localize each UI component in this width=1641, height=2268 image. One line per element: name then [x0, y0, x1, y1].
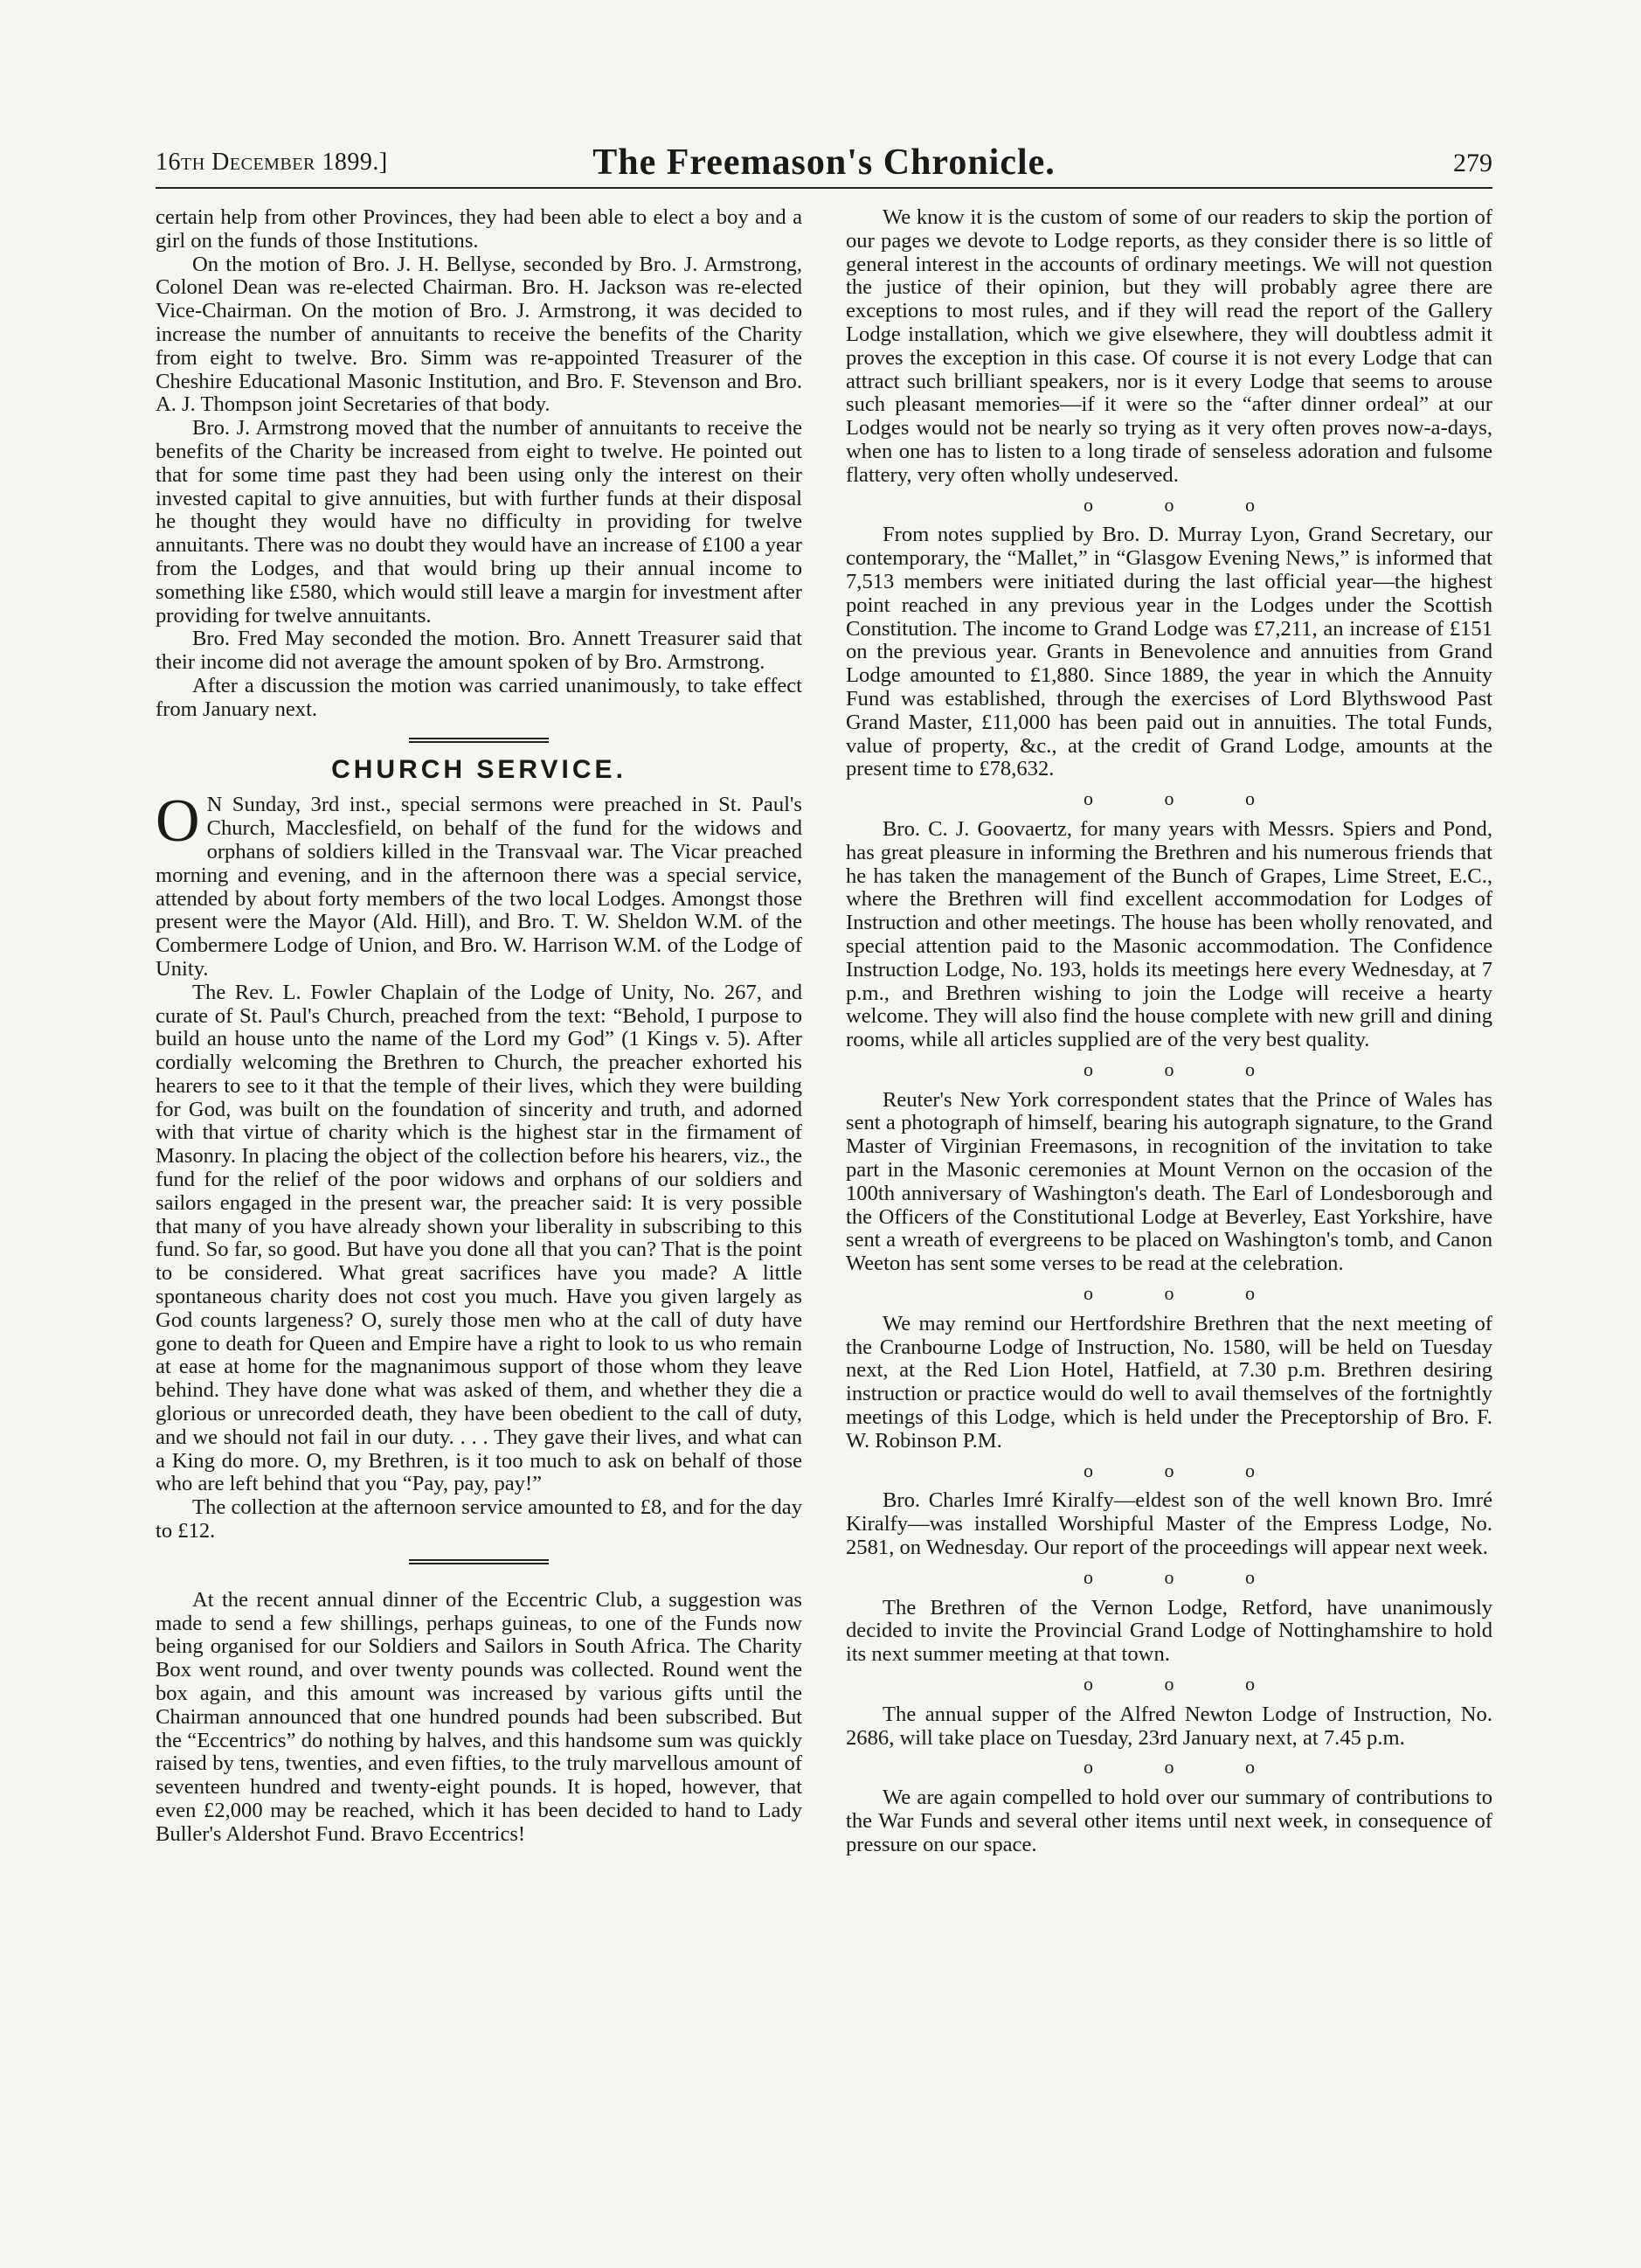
section-heading: CHURCH SERVICE. [331, 754, 627, 784]
article-paragraph: Bro. Fred May seconded the motion. Bro. Annett Treasurer said that their income did not average the amount spoken of by Bro. Armstrong. [156, 627, 802, 675]
article-paragraph: After a discussion the motion was carried unanimously, to take effect from January next. [156, 673, 802, 721]
publication-title: The Freemason's Chronicle. [592, 142, 1056, 183]
item-separator: o o o [1084, 493, 1288, 516]
news-item: The Brethren of the Vernon Lodge, Retford, have unanimously decided to invite the Provincial Grand Lodge of Nottinghamshire to hold its next summer meeting at that town. [846, 1595, 1492, 1667]
article-paragraph: certain help from other Provinces, they had been able to elect a boy and a girl on the funds of those Institutions. [156, 205, 802, 253]
page-number: 279 [1453, 149, 1492, 177]
news-item: We are again compelled to hold over our summary of contributions to the War Funds and several other items until next week, in consequence of pressure on our space. [846, 1786, 1492, 1856]
article-paragraph: The collection at the afternoon service amounted to £8, and for the day to £12. [156, 1495, 802, 1543]
item-separator: o o o [1084, 1282, 1288, 1305]
drop-cap: O [156, 787, 200, 856]
left-column [156, 206, 802, 1847]
church-lead-paragraph [156, 787, 802, 981]
right-column [846, 206, 1492, 1857]
news-item: Bro. Charles Imré Kiralfy—eldest son of the well known Bro. Imré Kiralfy—was installed Worshipful Master of the Empress Lodge, No. 2581, on Wednesday. Our report of the proceedings will appear next week. [846, 1488, 1492, 1560]
item-separator: o o o [1084, 1756, 1288, 1779]
news-item: We may remind our Hertfordshire Brethren that the next meeting of the Cranbourne Lodge of Instruction, No. 1580, will be held on Tuesday next, at the Red Lion Hotel, Hatfield, at 7.30 p.m. Brethren desiring instruction or practice would do well to avail themselves of the fortnightly meetings of this Lodge, which is held under the Preceptorship of Bro. F. W. Robinson P.M. [846, 1311, 1492, 1453]
article-paragraph: On the motion of Bro. J. H. Bellyse, seconded by Bro. J. Armstrong, Colonel Dean was re-elected Chairman. Bro. H. Jackson was re-elected Vice-Chairman. On the motion of Bro. J. Armstrong, it was decided to increase the number of annuitants to receive the benefits of the Charity from eight to twelve. Bro. Simm was re-appointed Treasurer of the Cheshire Educational Masonic Institution, and Bro. F. Stevenson and Bro. A. J. Thompson joint Secretaries of that body. [156, 252, 802, 417]
item-separator: o o o [1084, 1565, 1288, 1588]
news-item: The annual supper of the Alfred Newton Lodge of Instruction, No. 2686, will take place on Tuesday, 23rd January next, at 7.45 p.m. [846, 1702, 1492, 1750]
article-paragraph: Bro. J. Armstrong moved that the number of annuitants to receive the benefits of the Charity be increased from eight to twelve. He pointed out that for some time past they had been using only the interest on their invested capital to give annuities, but with further funds at their disposal he thought they would have no difficulty in providing for twelve annuitants. There was no doubt they would have an increase of £100 a year from the Lodges, and that would bring up their annual income to something like £580, which would still leave a margin for investment after providing for twelve annuitants. [156, 416, 802, 628]
section-divider [409, 1559, 549, 1564]
news-item: Reuter's New York correspondent states that the Prince of Wales has sent a photograph of himself, bearing his autograph signature, to the Grand Master of Virginian Freemasons, in recognition of the invitation to take part in the Masonic ceremonies at Mount Vernon on the occasion of the 100th anniversary of Washington's death. The Earl of Londesborough and the Officers of the Constitutional Lodge at Beverley, East Yorkshire, have sent a wreath of evergreens to be placed on Washington's tomb, and Canon Weeton has sent some verses to be read at the celebration. [846, 1087, 1492, 1276]
item-separator: o o o [1084, 1459, 1288, 1481]
news-item: Bro. C. J. Goovaertz, for many years with Messrs. Spiers and Pond, has great pleasure in informing the Brethren and his numerous friends that he has taken the management of the Bunch of Grapes, Lime Street, E.C., where the Brethren will find excellent accommodation for Lodges of Instruction and other meetings. The house has been wholly renovated, and special attention paid to the Masonic accommodation. The Confidence Instruction Lodge, No. 193, holds its meetings here every Wednesday, at 7 p.m., and Brethren wishing to join the Lodge will receive a hearty welcome. They will also find the house complete with new grill and dining rooms, while all articles supplied are of the very best quality. [846, 816, 1492, 1052]
item-separator: o o o [1084, 1673, 1288, 1696]
issue-date: 16th December 1899.] [156, 149, 388, 176]
item-separator: o o o [1084, 787, 1288, 810]
section-divider [409, 738, 549, 743]
item-separator: o o o [1084, 1058, 1288, 1080]
news-item: We know it is the custom of some of our readers to skip the portion of our pages we devote to Lodge reports, as they consider there is so little of general interest in the accounts of ordinary meetings. We will not question the justice of their opinion, but they will probably agree there are exceptions to most rules, and if they will read the report of the Gallery Lodge installation, which we give elsewhere, they will doubtless admit it proves the exception in this case. Of course it is not every Lodge that can attract such brilliant speakers, nor is it every Lodge that seems to arouse such pleasant memories—if it were so the “after dinner ordeal” at our Lodges would not be nearly so trying as it very often proves now-a-days, when one has to listen to a long tirade of senseless adoration and fulsome flattery, very often wholly undeserved. [846, 205, 1492, 487]
page-header [156, 142, 1492, 189]
eccentric-club-paragraph: At the recent annual dinner of the Eccentric Club, a suggestion was made to send a few shillings, perhaps guineas, to one of the Funds now being organised for our Soldiers and Sailors in South Africa. The Charity Box went round, and over twenty pounds was collected. Round went the box again, and this amount was increased by various gifts until the Chairman announced that one hundred pounds had been subscribed. But the “Eccentrics” do nothing by halves, and this handsome sum was quickly raised by tens, twenties, and even fifties, to the truly marvellous amount of seventeen hundred and twenty-eight pounds. It is hoped, however, that even £2,000 may be reached, which it has been decided to hand to Lady Buller's Aldershot Fund. Bravo Eccentrics! [156, 1587, 802, 1846]
article-paragraph: The Rev. L. Fowler Chaplain of the Lodge of Unity, No. 267, and curate of St. Paul's Church, preached from the text: “Behold, I purpose to build an house unto the name of the Lord my God” (1 Kings v. 5). After cordially welcoming the Brethren to Church, the preacher exhorted his hearers to see to it that the temple of their lives, which they were building for God, was built on the foundation of sincerity and truth, and adorned with that virtue of charity which is the highest star in the firmament of Masonry. In placing the object of the collection before his hearers, viz., the fund for the relief of the poor widows and orphans of our soldiers and sailors engaged in the present war, the preacher said: It is very possible that many of you have already shown your liberality in subscribing to this fund. So far, so good. But have you done all that you can? That is the point to be considered. What great sacrifices have you made? A little spontaneous charity does not cost you much. Have you given largely as God counts largeness? O, surely those men who at the call of duty have gone to death for Queen and Empire have a right to look to us who remain at ease at home for the magnanimous support of those whom they leave behind. They have done what was asked of them, and whether they die a glorious or unrecorded death, they have been obedient to the call of duty, and we should not fail in our duty. . . . They gave their lives, and what can a King do more. O, my Brethren, is it too much to ask on behalf of those who are left behind that you “Pay, pay, pay!” [156, 980, 802, 1496]
church-lead-text: N Sunday, 3rd inst., special sermons were preached in St. Paul's Church, Macclesfield, on behalf of the fund for the widows and orphans of soldiers killed in the Transvaal war. The Vicar preached morning and evening, and in the afternoon there was a special service, attended by about forty members of the two local Lodges. Amongst those present were the Mayor (Ald. Hill), and Bro. T. W. Sheldon W.M. of the Combermere Lodge of Union, and Bro. W. Harrison W.M. of the Lodge of Unity. [156, 793, 802, 981]
news-item: From notes supplied by Bro. D. Murray Lyon, Grand Secretary, our contemporary, the “Mallet,” in “Glasgow Evening News,” is informed that 7,513 members were initiated during the last official year—the highest point reached in any previous year in the Lodges under the Scottish Constitution. The income to Grand Lodge was £7,211, an increase of £151 on the previous year. Grants in Benevolence and annuities from Grand Lodge amounted to £1,880. Since 1889, the year in which the Annuity Fund was established, through the exercises of Lord Blythswood Past Grand Master, £11,000 has been paid out in annuities. The total Funds, value of property, &c., at the credit of Grand Lodge, amounts at the present time to £78,632. [846, 523, 1492, 781]
